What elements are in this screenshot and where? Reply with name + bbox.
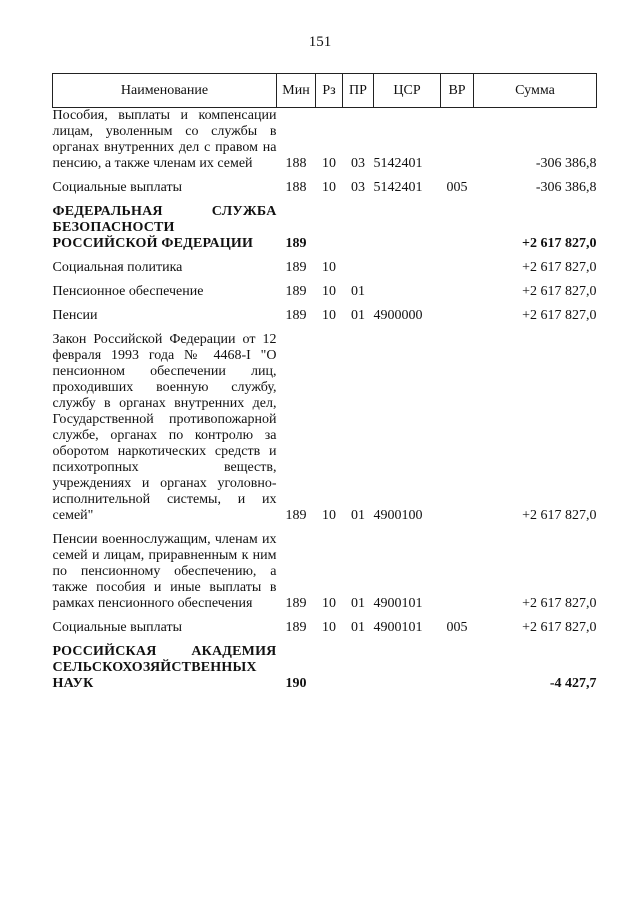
cell-vr xyxy=(441,204,474,252)
table-row xyxy=(53,108,597,173)
row-spacer xyxy=(53,196,597,204)
table-row xyxy=(53,308,597,324)
cell-csr: 4900100 xyxy=(373,508,423,523)
cell-rz xyxy=(316,644,343,692)
table-row xyxy=(53,644,597,692)
cell-rz: 10 xyxy=(322,508,336,523)
row-spacer xyxy=(53,300,597,308)
cell-sum: +2 617 827,0 xyxy=(522,236,597,251)
cell-sum: -4 427,7 xyxy=(549,676,597,691)
cell-csr: 5142401 xyxy=(373,180,423,195)
cell-vr xyxy=(441,260,474,276)
table-row xyxy=(53,180,597,196)
row-spacer xyxy=(53,252,597,260)
cell-sum: +2 617 827,0 xyxy=(522,620,597,635)
cell-pr: 01 xyxy=(351,508,365,523)
row-spacer xyxy=(53,524,597,532)
cell-rz: 10 xyxy=(322,284,336,299)
cell-vr xyxy=(441,308,474,324)
row-spacer xyxy=(53,172,597,180)
cell-vr xyxy=(441,332,474,524)
cell-min: 188 xyxy=(285,180,307,195)
cell-name: Социальные выплаты xyxy=(52,180,183,195)
cell-min: 189 xyxy=(285,236,307,251)
cell-min: 189 xyxy=(285,284,307,299)
table-body xyxy=(53,108,597,693)
cell-csr xyxy=(374,644,441,692)
cell-sum: +2 617 827,0 xyxy=(522,260,597,275)
cell-name: ФЕДЕРАЛЬНАЯ СЛУЖБА БЕЗОПАСНОСТИ РОССИЙСКОЙ ФЕДЕРАЦИИ xyxy=(52,204,277,251)
row-spacer xyxy=(53,276,597,284)
table-header-row xyxy=(53,74,597,108)
table-row xyxy=(53,620,597,636)
cell-name: Пенсии xyxy=(52,308,98,323)
cell-vr xyxy=(441,532,474,612)
cell-csr xyxy=(374,260,441,276)
cell-pr xyxy=(343,260,374,276)
header-pr: ПР xyxy=(343,74,374,108)
cell-rz: 10 xyxy=(322,180,336,195)
cell-pr: 01 xyxy=(351,596,365,611)
row-spacer xyxy=(53,636,597,644)
cell-pr: 01 xyxy=(351,284,365,299)
cell-csr xyxy=(374,284,441,300)
table-row xyxy=(53,204,597,252)
header-vr: ВР xyxy=(441,74,474,108)
cell-name: Пенсионное обеспечение xyxy=(52,284,204,299)
cell-vr xyxy=(441,284,474,300)
cell-min: 189 xyxy=(285,508,307,523)
cell-min: 189 xyxy=(285,308,307,323)
page-number: 151 xyxy=(308,34,332,50)
cell-sum: +2 617 827,0 xyxy=(522,596,597,611)
cell-name: Закон Российской Федерации от 12 февраля 1993 года № 4468-I "О пенсионном обеспечении лиц, проходивших военную службу, службу в органах внутренних дел, Государственной противопожарной службе, органах по контролю за оборотом наркотических средств и психотропных веществ, учреждениях и органах уголовно-исполнительной системы, и их семей" xyxy=(52,332,277,523)
cell-rz xyxy=(316,204,343,252)
cell-rz: 10 xyxy=(322,620,336,635)
row-spacer xyxy=(53,324,597,332)
cell-name: Социальные выплаты xyxy=(52,620,183,635)
table-row xyxy=(53,284,597,300)
cell-min: 190 xyxy=(285,676,307,691)
table-row xyxy=(53,332,597,524)
cell-sum: +2 617 827,0 xyxy=(522,284,597,299)
cell-rz: 10 xyxy=(322,596,336,611)
cell-csr: 4900101 xyxy=(373,596,423,611)
cell-min: 188 xyxy=(285,156,307,171)
cell-csr: 5142401 xyxy=(373,156,423,171)
cell-pr: 03 xyxy=(351,156,365,171)
cell-rz: 10 xyxy=(322,260,336,275)
cell-pr xyxy=(343,644,374,692)
cell-rz: 10 xyxy=(322,156,336,171)
cell-vr xyxy=(441,108,474,173)
cell-sum: +2 617 827,0 xyxy=(522,508,597,523)
cell-sum: +2 617 827,0 xyxy=(522,308,597,323)
cell-vr: 005 xyxy=(446,180,468,195)
table-row xyxy=(53,260,597,276)
cell-csr: 4900000 xyxy=(373,308,423,323)
cell-sum: -306 386,8 xyxy=(535,180,597,195)
cell-name: РОССИЙСКАЯ АКАДЕМИЯ СЕЛЬСКОХОЗЯЙСТВЕННЫХ НАУК xyxy=(52,644,277,691)
cell-name: Пенсии военнослужащим, членам их семей и лицам, приравненным к ним по пенсионному обеспечению, а также пособия и иные выплаты в рамках пенсионного обеспечения xyxy=(52,532,277,611)
cell-min: 189 xyxy=(285,620,307,635)
cell-pr: 01 xyxy=(351,308,365,323)
header-rz: Рз xyxy=(316,74,343,108)
cell-min: 189 xyxy=(285,260,307,275)
cell-name: Социальная политика xyxy=(52,260,183,275)
header-sum: Сумма xyxy=(474,74,597,108)
cell-sum: -306 386,8 xyxy=(535,156,597,171)
cell-pr: 03 xyxy=(351,180,365,195)
cell-name: Пособия, выплаты и компенсации лицам, уволенным со службы в органах внутренних дел с правом на пенсию, а также членам их семей xyxy=(52,108,277,171)
row-spacer xyxy=(53,612,597,620)
cell-vr: 005 xyxy=(446,620,468,635)
cell-rz: 10 xyxy=(322,308,336,323)
cell-min: 189 xyxy=(285,596,307,611)
header-csr: ЦСР xyxy=(374,74,441,108)
budget-table xyxy=(52,73,597,692)
cell-pr xyxy=(343,204,374,252)
table-row xyxy=(53,532,597,612)
cell-csr xyxy=(374,204,441,252)
cell-csr: 4900101 xyxy=(373,620,423,635)
header-name: Наименование xyxy=(53,74,277,108)
header-min: Мин xyxy=(277,74,316,108)
cell-vr xyxy=(441,644,474,692)
cell-pr: 01 xyxy=(351,620,365,635)
